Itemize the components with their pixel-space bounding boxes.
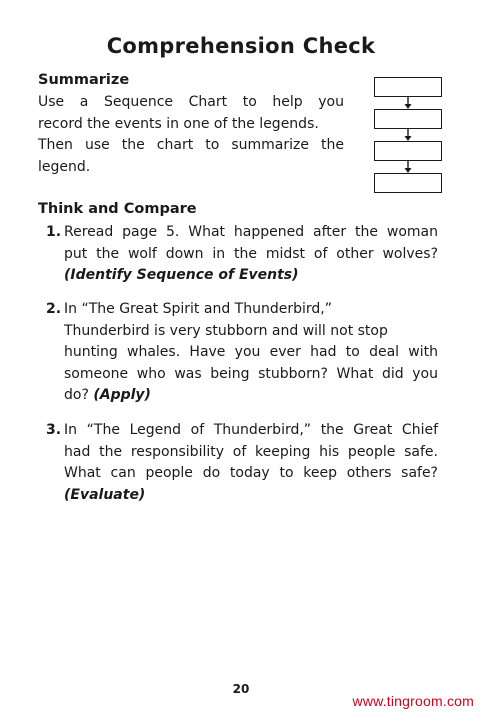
sequence-box	[374, 173, 442, 193]
sequence-box	[374, 109, 442, 129]
question-line: In “The Great Spirit and Thunderbird,”	[64, 301, 332, 317]
question-line: What can people do today to keep others safe?	[64, 465, 438, 481]
sequence-box	[374, 77, 442, 97]
page-title: Comprehension Check	[106, 34, 376, 58]
question-line: someone who was being stubborn? What did you	[64, 365, 438, 382]
question-skill-tag: (Evaluate)	[64, 486, 146, 503]
question-skill-tag: (Identify Sequence of Events)	[64, 267, 299, 283]
question-line: hunting whales. Have you ever had to deal with	[64, 344, 438, 360]
question-skill-tag: (Apply)	[93, 387, 151, 403]
question-line: put the wolf down in the midst of other wolves?	[64, 245, 438, 262]
summarize-line: record the events in one of the legends.	[38, 115, 319, 132]
question-line: In “The Legend of Thunderbird,” the Great Chief	[64, 422, 438, 438]
sequence-chart-diagram	[374, 77, 442, 193]
watermark-link[interactable]: www.tingroom.com	[352, 693, 474, 709]
question-line: Thunderbird is very stubborn and will not stop	[64, 322, 388, 339]
summarize-heading: Summarize	[38, 72, 130, 88]
question-line: do?	[64, 387, 89, 403]
summarize-line: Then use the chart to summarize the	[38, 137, 344, 153]
summarize-line: legend.	[38, 158, 91, 175]
summarize-paragraph	[38, 92, 344, 178]
page-number: 20	[232, 682, 250, 696]
question-number: 1.	[46, 224, 62, 240]
question-line: Reread page 5. What happened after the woman	[64, 224, 438, 240]
question-line: had the responsibility of keeping his people safe.	[64, 443, 438, 460]
sequence-box	[374, 141, 442, 161]
question-number: 3.	[46, 422, 62, 438]
summarize-line: Use a Sequence Chart to help you	[38, 94, 344, 110]
question-number: 2.	[46, 301, 62, 317]
think-compare-heading: Think and Compare	[38, 201, 197, 217]
